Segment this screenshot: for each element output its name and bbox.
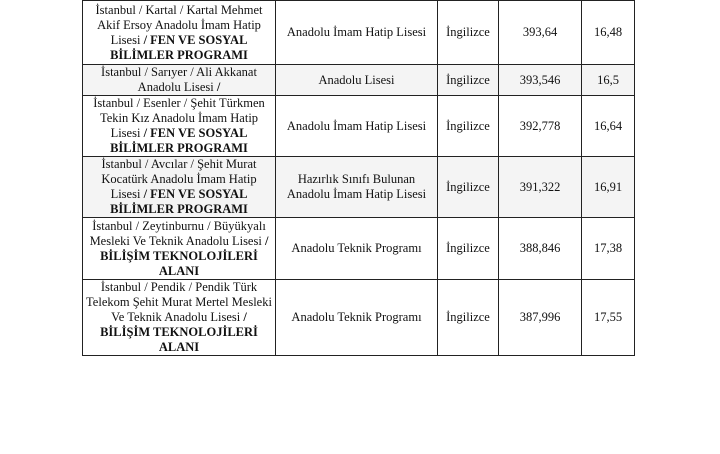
score-cell: 387,996 bbox=[499, 280, 582, 356]
school-type-cell: Anadolu Lisesi bbox=[276, 65, 438, 96]
percentile-cell: 16,91 bbox=[582, 157, 635, 218]
school-type-cell: Anadolu İmam Hatip Lisesi bbox=[276, 96, 438, 157]
table-row bbox=[83, 218, 635, 280]
school-type-cell: Anadolu İmam Hatip Lisesi bbox=[276, 1, 438, 65]
score-cell: 388,846 bbox=[499, 218, 582, 280]
school-cell: İstanbul / Kartal / Kartal Mehmet Akif Ersoy Anadolu İmam Hatip Lisesi / FEN VE SOSYAL BİLİMLER PROGRAMI bbox=[83, 1, 276, 65]
school-cell: İstanbul / Pendik / Pendik Türk Telekom Şehit Murat Mertel Mesleki Ve Teknik Anadolu Lisesi / BİLİŞİM TEKNOLOJİLERİ ALANI bbox=[83, 280, 276, 356]
percentile-cell: 17,38 bbox=[582, 218, 635, 280]
results-table bbox=[82, 0, 635, 356]
school-cell: İstanbul / Sarıyer / Ali Akkanat Anadolu Lisesi / bbox=[83, 65, 276, 96]
percentile-cell: 17,55 bbox=[582, 280, 635, 356]
percentile-cell: 16,5 bbox=[582, 65, 635, 96]
table-row bbox=[83, 96, 635, 157]
language-cell: İngilizce bbox=[438, 280, 499, 356]
score-cell: 393,546 bbox=[499, 65, 582, 96]
table-row bbox=[83, 280, 635, 356]
school-cell: İstanbul / Avcılar / Şehit Murat Kocatürk Anadolu İmam Hatip Lisesi / FEN VE SOSYAL BİLİMLER PROGRAMI bbox=[83, 157, 276, 218]
language-cell: İngilizce bbox=[438, 1, 499, 65]
percentile-cell: 16,64 bbox=[582, 96, 635, 157]
school-cell: İstanbul / Zeytinburnu / Büyükyalı Mesleki Ve Teknik Anadolu Lisesi / BİLİŞİM TEKNOLOJİLERİ ALANI bbox=[83, 218, 276, 280]
school-type-cell: Anadolu Teknik Programı bbox=[276, 218, 438, 280]
table-row bbox=[83, 65, 635, 96]
language-cell: İngilizce bbox=[438, 157, 499, 218]
school-type-cell: Anadolu Teknik Programı bbox=[276, 280, 438, 356]
percentile-cell: 16,48 bbox=[582, 1, 635, 65]
language-cell: İngilizce bbox=[438, 65, 499, 96]
score-cell: 391,322 bbox=[499, 157, 582, 218]
score-cell: 392,778 bbox=[499, 96, 582, 157]
score-cell: 393,64 bbox=[499, 1, 582, 65]
language-cell: İngilizce bbox=[438, 96, 499, 157]
school-type-cell: Hazırlık Sınıfı Bulunan Anadolu İmam Hatip Lisesi bbox=[276, 157, 438, 218]
school-cell: İstanbul / Esenler / Şehit Türkmen Tekin Kız Anadolu İmam Hatip Lisesi / FEN VE SOSYAL BİLİMLER PROGRAMI bbox=[83, 96, 276, 157]
table-row bbox=[83, 1, 635, 65]
language-cell: İngilizce bbox=[438, 218, 499, 280]
table-row bbox=[83, 157, 635, 218]
